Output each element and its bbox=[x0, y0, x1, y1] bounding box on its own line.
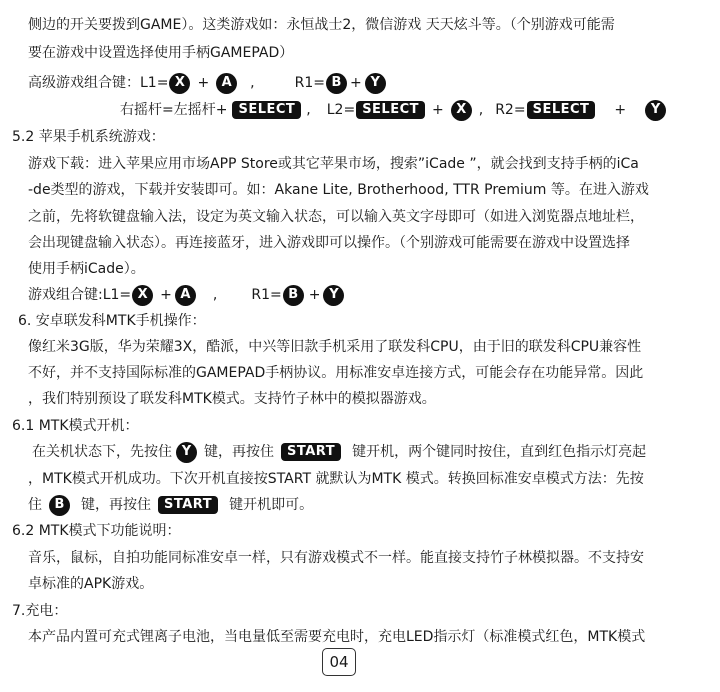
text-line: 要在游戏中设置选择使用手柄GAMEPAD） bbox=[28, 45, 294, 61]
section-heading-6-2: 6.2 MTK模式下功能说明： bbox=[12, 523, 181, 539]
section-heading-5-2: 5.2 苹果手机系统游戏： bbox=[12, 129, 165, 145]
combo-line-sticks: 右摇杆=左摇杆+ SELECT , L2= SELECT + X , R2= SELECT + Y bbox=[120, 97, 667, 123]
x-button-icon: X bbox=[169, 73, 190, 94]
text-line: 像红米3G版，华为荣耀3X，酷派，中兴等旧款手机采用了联发科CPU，由于旧的联发科CPU兼容性 bbox=[28, 339, 642, 355]
start-button-icon: START bbox=[158, 496, 218, 514]
text-line: ，MTK模式开机成功。下次开机直接按START 就默认为MTK 模式。转换回标准安卓模式方法：先按 bbox=[28, 471, 644, 487]
text-line: 侧边的开关要拨到GAME）。这类游戏如：永恒战士2，微信游戏 天天炫斗等。（个别游戏可能需 bbox=[28, 17, 615, 33]
y-button-icon: Y bbox=[645, 100, 666, 121]
b-button-icon: B bbox=[326, 73, 347, 94]
text-line-with-keys: 住 B 键，再按住 START 键开机即可。 bbox=[28, 492, 313, 518]
page-number: 04 bbox=[322, 648, 356, 676]
text-line: 游戏下载：进入苹果应用市场APP Store或其它苹果市场，搜索”iCade ”，就会找到支持手柄的iCa bbox=[28, 156, 639, 172]
b-button-icon: B bbox=[49, 495, 70, 516]
text-line: -de类型的游戏，下载并安装即可。如：Akane Lite, Brotherhood, TTR Premium 等。在进入游戏 bbox=[28, 182, 649, 198]
combo-line-ios: 游戏组合键:L1= X + A , R1= B + Y bbox=[28, 282, 345, 308]
a-button-icon: A bbox=[175, 285, 196, 306]
text-line: 之前，先将软键盘输入法，设定为英文输入状态，可以输入英文字母即可（如进入浏览器点地址栏， bbox=[28, 209, 644, 225]
section-heading-7: 7.充电： bbox=[12, 603, 68, 619]
a-button-icon: A bbox=[216, 73, 237, 94]
x-button-icon: X bbox=[132, 285, 153, 306]
text-line-with-keys: 在关机状态下，先按住 Y 键，再按住 START 键开机，两个键同时按住，直到红色指示灯亮起 bbox=[32, 439, 646, 465]
start-button-icon: START bbox=[281, 443, 341, 461]
combo-line-advanced: 高级游戏组合键：L1= X + A , R1= B + Y bbox=[28, 70, 387, 96]
select-button-icon: SELECT bbox=[527, 101, 596, 119]
text-line: 使用手柄iCade）。 bbox=[28, 261, 145, 277]
section-heading-6-1: 6.1 MTK模式开机： bbox=[12, 418, 139, 434]
y-button-icon: Y bbox=[323, 285, 344, 306]
text-line: 音乐，鼠标，自拍功能同标准安卓一样，只有游戏模式不一样。能直接支持竹子林模拟器。不支持安 bbox=[28, 550, 644, 566]
select-button-icon: SELECT bbox=[356, 101, 425, 119]
y-button-icon: Y bbox=[176, 442, 197, 463]
x-button-icon: X bbox=[451, 100, 472, 121]
select-button-icon: SELECT bbox=[232, 101, 301, 119]
text-line: ，我们特别预设了联发科MTK模式。支持竹子林中的模拟器游戏。 bbox=[28, 391, 436, 407]
text-line: 卓标准的APK游戏。 bbox=[28, 576, 154, 592]
b-button-icon: B bbox=[283, 285, 304, 306]
text-line: 会出现键盘输入状态）。再连接蓝牙，进入游戏即可以操作。（个别游戏可能需要在游戏中设置选择 bbox=[28, 235, 630, 251]
y-button-icon: Y bbox=[365, 73, 386, 94]
text-line: 本产品内置可充式锂离子电池，当电量低至需要充电时，充电LED指示灯（标准模式红色，MTK模式 bbox=[28, 629, 646, 645]
text-line: 不好，并不支持国际标准的GAMEPAD手柄协议。用标准安卓连接方式，可能会存在功能异常。因此 bbox=[28, 365, 644, 381]
section-heading-6: 6. 安卓联发科MTK手机操作： bbox=[18, 313, 206, 329]
